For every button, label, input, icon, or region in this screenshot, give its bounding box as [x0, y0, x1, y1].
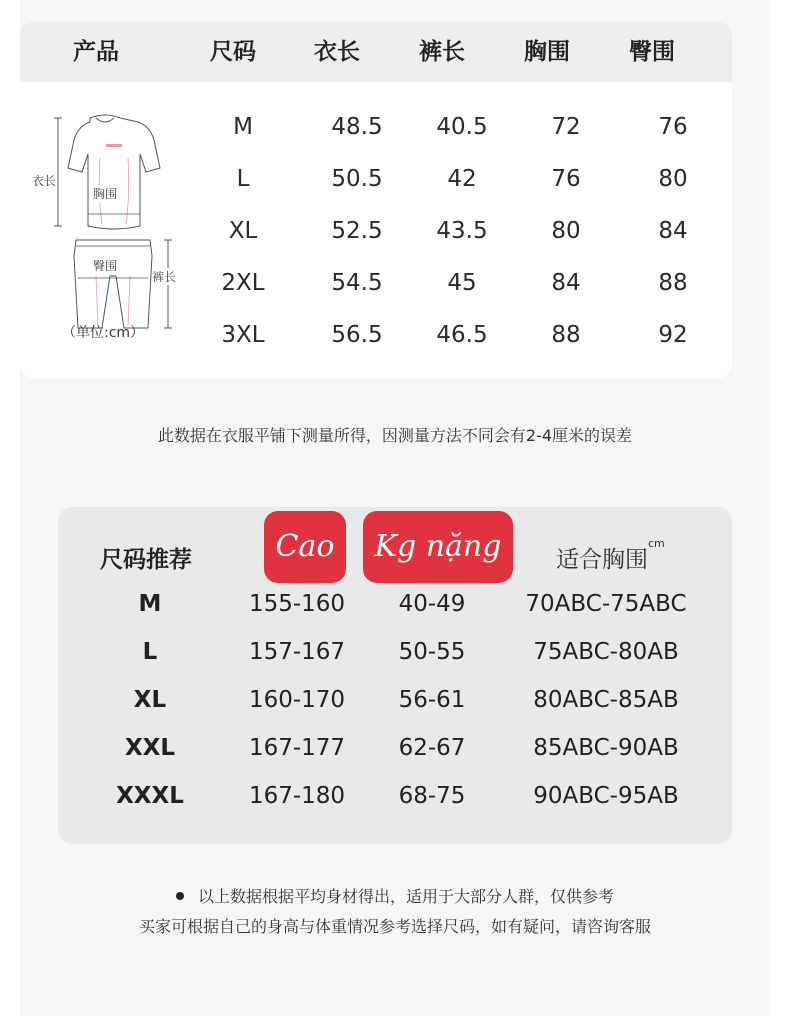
cell-pants-length: 46.5	[436, 322, 488, 348]
rec-size: L	[142, 639, 158, 665]
rec-weight: 56-61	[398, 687, 466, 713]
rec-height: 160-170	[248, 687, 346, 713]
cell-size: 2XL	[221, 270, 265, 296]
header-product: 产品	[73, 39, 119, 65]
label-pants-length: 裤长	[152, 270, 177, 284]
header-top-length: 衣长	[314, 39, 360, 65]
rec-height: 155-160	[248, 591, 346, 617]
rec-height: 167-177	[248, 735, 346, 761]
header-chest: 胸围	[524, 39, 570, 65]
bullet-icon	[176, 892, 184, 900]
cell-size: XL	[228, 218, 258, 244]
cell-top-length: 52.5	[331, 218, 383, 244]
header-size: 尺码	[210, 39, 256, 65]
rec-chest: 70ABC-75ABC	[525, 591, 687, 617]
cell-top-length: 54.5	[331, 270, 383, 296]
measurement-note: 此数据在衣服平铺下测量所得，因测量方法不同会有2-4厘米的误差	[157, 426, 633, 445]
size-table-card	[20, 22, 732, 378]
cell-hip: 88	[658, 270, 688, 296]
cell-pants-length: 42	[447, 166, 477, 192]
rec-weight: 62-67	[398, 735, 466, 761]
rec-chest: 75ABC-80AB	[533, 639, 679, 665]
cell-size: L	[236, 166, 250, 192]
chest-header	[556, 537, 665, 574]
chest-header-label: 适合胸围	[556, 547, 648, 573]
rec-height: 157-167	[248, 639, 346, 665]
cell-chest: 80	[551, 218, 581, 244]
cell-size: M	[233, 114, 253, 140]
rec-weight: 40-49	[398, 591, 466, 617]
cell-pants-length: 43.5	[436, 218, 488, 244]
recommendation-title: 尺码推荐	[100, 547, 192, 573]
header-pants-length: 裤长	[419, 39, 465, 65]
footer-note-1-text: 以上数据根据平均身材得出，适用于大部分人群，仅供参考	[197, 887, 614, 906]
cell-chest: 72	[551, 114, 581, 140]
size-recommendation-card	[58, 507, 732, 844]
height-tag: Cao	[264, 511, 346, 583]
footer-note-1	[0, 884, 790, 907]
cell-top-length: 50.5	[331, 166, 383, 192]
cell-pants-length: 45	[447, 270, 477, 296]
rec-height: 167-180	[248, 783, 346, 809]
rec-size: XL	[133, 687, 167, 713]
footer-note-2: 买家可根据自己的身高与体重情况参考选择尺码，如有疑问，请咨询客服	[138, 917, 651, 936]
chest-unit: cm	[648, 537, 665, 550]
cell-hip: 76	[658, 114, 688, 140]
rec-weight: 50-55	[398, 639, 466, 665]
rec-weight: 68-75	[398, 783, 466, 809]
cell-pants-length: 40.5	[436, 114, 488, 140]
rec-chest: 85ABC-90AB	[533, 735, 679, 761]
swimsuit-diagram	[30, 106, 200, 356]
label-hip: 臀围	[93, 259, 118, 273]
rec-size: M	[138, 591, 162, 617]
cell-chest: 84	[551, 270, 581, 296]
cell-top-length: 48.5	[331, 114, 383, 140]
cell-hip: 84	[658, 218, 688, 244]
unit-label: （单位:cm）	[62, 325, 145, 341]
label-chest: 胸围	[93, 187, 118, 201]
label-top-length: 衣长	[32, 174, 57, 188]
cell-chest: 76	[551, 166, 581, 192]
weight-tag: Kg nặng	[363, 511, 513, 583]
cell-chest: 88	[551, 322, 581, 348]
header-hip: 臀围	[629, 39, 675, 65]
cell-hip: 80	[658, 166, 688, 192]
rec-chest: 90ABC-95AB	[533, 783, 679, 809]
cell-size: 3XL	[221, 322, 265, 348]
swimsuit-icon	[30, 106, 200, 356]
rec-size: XXXL	[116, 783, 184, 809]
cell-top-length: 56.5	[331, 322, 383, 348]
cell-hip: 92	[658, 322, 688, 348]
size-table-header	[20, 22, 732, 82]
rec-chest: 80ABC-85AB	[533, 687, 679, 713]
rec-size: XXL	[124, 735, 176, 761]
